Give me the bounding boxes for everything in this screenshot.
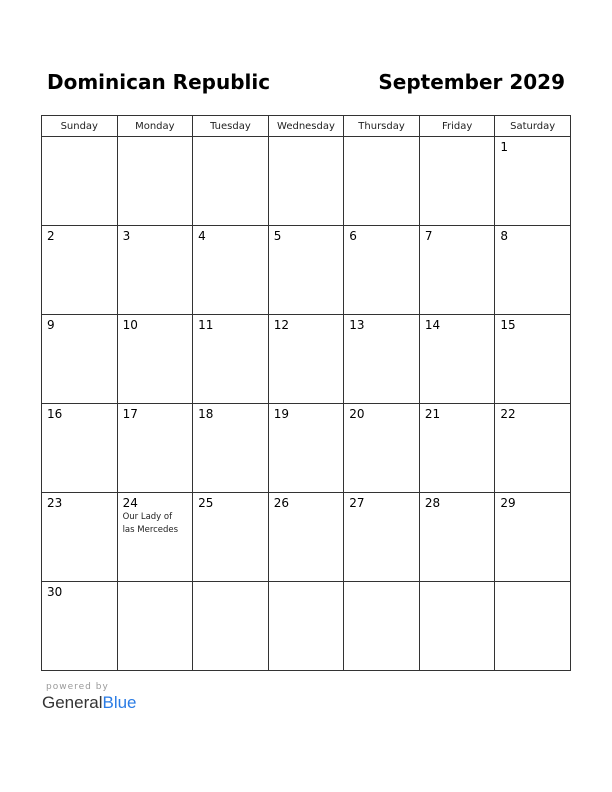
day-cell <box>268 404 344 493</box>
weekday-header-row <box>42 116 571 137</box>
weekday-wednesday: Wednesday <box>268 116 344 137</box>
day-number: 15 <box>500 318 516 332</box>
day-cell <box>42 582 118 671</box>
day-cell <box>42 137 118 226</box>
day-number: 24 <box>122 496 138 510</box>
day-number: 17 <box>122 407 138 421</box>
weekday-friday: Friday <box>419 116 495 137</box>
day-cell <box>495 315 571 404</box>
day-number: 21 <box>424 407 441 421</box>
day-cell <box>193 582 269 671</box>
week-row-1 <box>42 137 571 226</box>
country-title: Dominican Republic <box>47 70 271 94</box>
day-number: 20 <box>349 407 365 421</box>
week-row-5 <box>42 493 571 582</box>
brand-blue-text: Blue <box>102 693 137 712</box>
holiday-label <box>118 510 193 537</box>
day-number <box>42 137 117 140</box>
day-cell <box>42 404 118 493</box>
day-cell <box>268 493 344 582</box>
day-cell <box>193 493 269 582</box>
day-cell <box>42 226 118 315</box>
weekday-saturday: Saturday <box>495 116 571 137</box>
holiday-label-line2: las Mercedes <box>122 525 179 535</box>
day-number: 1 <box>500 140 509 154</box>
day-cell <box>117 137 193 226</box>
day-cell <box>193 315 269 404</box>
day-cell <box>117 582 193 671</box>
generalblue-logo[interactable] <box>42 693 137 713</box>
day-number: 6 <box>349 229 357 243</box>
day-number <box>495 582 570 585</box>
day-number: 13 <box>349 318 365 332</box>
day-cell <box>117 226 193 315</box>
day-cell <box>419 404 495 493</box>
day-cell <box>268 137 344 226</box>
day-cell <box>268 315 344 404</box>
day-cell <box>419 315 495 404</box>
day-number: 16 <box>47 407 63 421</box>
day-number: 7 <box>424 229 433 243</box>
day-number <box>420 582 495 585</box>
day-number <box>269 582 344 585</box>
day-cell <box>117 404 193 493</box>
day-number: 5 <box>273 229 282 243</box>
day-number <box>420 137 495 140</box>
week-row-2 <box>42 226 571 315</box>
day-cell <box>495 582 571 671</box>
day-number <box>269 137 344 140</box>
weekday-sunday: Sunday <box>42 116 118 137</box>
powered-by-text: powered by <box>46 682 109 692</box>
day-number <box>344 582 419 585</box>
day-number: 29 <box>500 496 516 510</box>
day-number: 26 <box>273 496 289 510</box>
day-number: 25 <box>198 496 214 510</box>
day-number <box>118 582 193 585</box>
week-row-6 <box>42 582 571 671</box>
day-cell <box>344 404 420 493</box>
day-number <box>344 137 419 140</box>
brand-general-text: General <box>42 693 103 712</box>
day-number: 9 <box>47 318 55 332</box>
day-cell <box>495 137 571 226</box>
holiday-label-line1: Our Lady of <box>122 512 173 522</box>
day-cell <box>344 315 420 404</box>
day-number: 4 <box>198 229 206 243</box>
month-year-title: September 2029 <box>378 70 565 94</box>
day-cell <box>495 404 571 493</box>
day-cell <box>344 226 420 315</box>
day-cell <box>344 493 420 582</box>
day-number <box>118 137 193 140</box>
day-number: 10 <box>122 318 138 332</box>
day-number: 18 <box>198 407 214 421</box>
day-number: 3 <box>122 229 131 243</box>
week-row-4 <box>42 404 571 493</box>
day-cell <box>117 315 193 404</box>
day-number: 12 <box>273 318 289 332</box>
day-number: 11 <box>198 318 214 332</box>
week-row-3 <box>42 315 571 404</box>
day-cell <box>419 493 495 582</box>
day-number <box>193 582 268 585</box>
day-cell <box>419 137 495 226</box>
day-cell <box>193 226 269 315</box>
day-cell <box>419 226 495 315</box>
weekday-tuesday: Tuesday <box>193 116 269 137</box>
day-cell <box>344 582 420 671</box>
day-number: 27 <box>349 496 365 510</box>
day-cell <box>344 137 420 226</box>
calendar-grid <box>41 115 571 671</box>
weekday-thursday: Thursday <box>344 116 420 137</box>
day-cell <box>495 226 571 315</box>
day-cell <box>268 582 344 671</box>
day-number: 28 <box>424 496 441 510</box>
day-number: 8 <box>500 229 509 243</box>
day-cell <box>268 226 344 315</box>
day-cell <box>42 493 118 582</box>
day-cell <box>42 315 118 404</box>
day-number: 22 <box>500 407 516 421</box>
day-number: 30 <box>47 585 63 599</box>
day-number: 23 <box>47 496 63 510</box>
day-cell <box>495 493 571 582</box>
weekday-monday: Monday <box>117 116 193 137</box>
day-number: 14 <box>424 318 441 332</box>
day-cell <box>193 404 269 493</box>
day-number: 2 <box>47 229 55 243</box>
day-cell-holiday <box>117 493 193 582</box>
day-number <box>193 137 268 140</box>
day-number: 19 <box>273 407 289 421</box>
day-cell <box>419 582 495 671</box>
day-cell <box>193 137 269 226</box>
